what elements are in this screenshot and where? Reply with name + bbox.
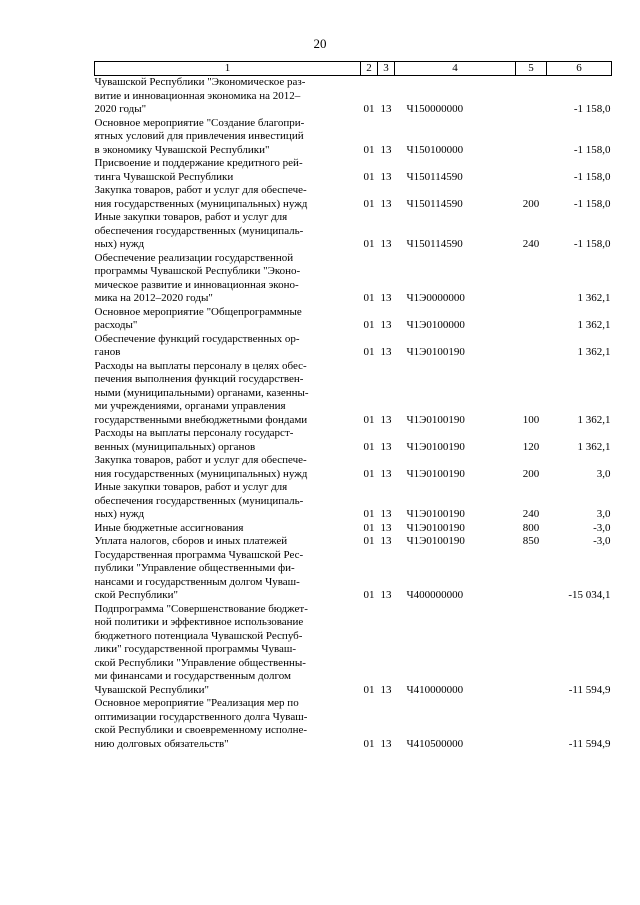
row-description [95,184,361,211]
expense-type-code [516,697,547,751]
table-row [95,697,612,751]
section-code: 01 [363,103,375,115]
description-line: ния государственных (муниципальных) нужд [94,467,308,480]
subsection-code: 13 [380,346,392,358]
description-line: ми финансами и государственным долгом [94,670,291,682]
description-line: программы Чувашской Республики "Эконо- [94,265,301,277]
amount: -1 158,0 [573,197,611,210]
table-row [95,603,612,698]
amount: -3,0 [593,535,611,547]
target-article-code: Ч1Э0100190 [406,521,465,534]
table-body [95,76,612,752]
description-line: обеспечения государственных (муниципаль- [94,224,304,237]
row-description [95,454,361,481]
target-article-code: Ч150000000 [406,103,464,115]
section-code: 01 [363,737,375,750]
table-row [95,549,612,603]
description-line: Присвоение и поддержание кредитного рей- [94,157,303,169]
expense-type-code: 200 [522,197,540,210]
amount: 1 362,1 [577,319,611,331]
row-description [95,157,361,184]
target-article-code: Ч1Э0100190 [406,346,465,358]
description-line: ятных условий для привлечения инвестиций [94,130,304,142]
description-line: Обеспечение реализации государственной [94,251,294,264]
row-description [95,603,361,698]
subsection-code: 13 [380,467,392,480]
expense-type-code: 120 [522,440,540,453]
description-line: ных) нужд [94,238,145,250]
subsection-code: 13 [380,737,392,750]
target-article-code: Ч1Э0100190 [406,413,465,426]
table-row [95,252,612,306]
row-description [95,117,361,158]
description-line: расходы" [94,319,138,331]
description-line: лики" государственной программы Чуваш- [94,643,297,655]
expense-type-code [516,603,547,698]
description-line: нию долговых обязательств" [94,737,229,750]
row-description [95,522,361,536]
description-line: Иные закупки товаров, работ и услуг для [94,211,288,223]
amount: 3,0 [596,508,611,520]
expense-type-code: 200 [522,467,540,480]
description-line: мика на 2012–2020 годы" [94,292,213,304]
description-line: ными (муниципальными) органами, казенны- [94,386,309,399]
budget-table [94,61,612,751]
description-line: мическое развитие и инновационная эконо- [94,278,299,291]
subsection-code: 13 [380,197,392,210]
amount: 1 362,1 [577,346,611,358]
description-line: Подпрограмма "Совершенствование бюджет- [94,602,308,615]
description-line: Чувашской Республики" [94,683,210,696]
section-code: 01 [363,521,375,534]
row-description [95,76,361,117]
section-code: 01 [363,292,375,304]
table-row [95,306,612,333]
description-line: Уплата налогов, сборов и иных платежей [94,535,288,547]
subsection-code: 13 [380,103,392,115]
description-line: государственными внебюджетными фондами [94,413,308,426]
table-row [95,76,612,117]
description-line: ской Республики и своевременному исполне- [94,724,308,736]
description-line: витие и инновационная экономика на 2012– [94,89,301,102]
description-line: оптимизации государственного долга Чуваш- [94,710,308,723]
row-description [95,427,361,454]
row-description [95,360,361,428]
row-description [95,306,361,333]
expense-type-code [516,306,547,333]
amount: -1 158,0 [573,103,611,115]
description-line: венных (муниципальных) органов [94,440,256,453]
expense-type-code [516,333,547,360]
section-code: 01 [363,508,375,520]
section-code: 01 [363,238,375,250]
description-line: ской Республики "Управление общественны- [94,656,306,669]
target-article-code: Ч150114590 [406,197,463,210]
section-code: 01 [363,467,375,480]
amount: -1 158,0 [573,170,611,183]
expense-type-code [516,252,547,306]
table-row [95,535,612,549]
description-line: ми учреждениями, органами управления [94,400,286,412]
expense-type-code: 240 [522,508,540,520]
subsection-code: 13 [380,535,392,547]
expense-type-code: 800 [522,521,540,534]
amount: -1 158,0 [573,238,611,250]
description-line: Закупка товаров, работ и услуг для обеспече- [94,184,307,196]
table-row [95,360,612,428]
table-row [95,454,612,481]
description-line: бюджетного потенциала Чувашской Респуб- [94,629,303,642]
description-line: тинга Чувашской Республики [94,170,234,183]
section-code: 01 [363,346,375,358]
target-article-code: Ч1Э0100000 [406,319,465,331]
subsection-code: 13 [380,521,392,534]
amount: -3,0 [593,521,611,534]
subsection-code: 13 [380,440,392,453]
amount: -1 158,0 [573,143,611,156]
target-article-code: Ч150100000 [406,143,464,156]
expense-type-code [516,76,547,117]
description-line: 2020 годы" [94,103,147,115]
amount: -11 594,9 [568,683,611,696]
subsection-code: 13 [380,413,392,426]
description-line: в экономику Чувашской Республики" [94,143,270,156]
description-line: Закупка товаров, работ и услуг для обеспече- [94,454,307,466]
description-line: публики "Управление общественными фи- [94,562,295,574]
expense-type-code [516,549,547,603]
section-code: 01 [363,197,375,210]
row-description [95,535,361,549]
expense-type-code: 100 [522,413,540,426]
description-line: Расходы на выплаты персоналу государст- [94,427,294,439]
column-header: 1 [95,62,361,76]
target-article-code: Ч1Э0100190 [406,535,465,547]
amount: -11 594,9 [568,737,611,750]
section-code: 01 [363,683,375,696]
target-article-code: Ч150114590 [406,238,463,250]
subsection-code: 13 [380,683,392,696]
amount: -15 034,1 [568,589,611,601]
expense-type-code [516,157,547,184]
section-code: 01 [363,170,375,183]
column-header: 2 [361,62,378,76]
subsection-code: 13 [380,508,392,520]
amount: 1 362,1 [577,413,611,426]
row-description [95,481,361,522]
row-description [95,252,361,306]
expense-type-code [516,117,547,158]
row-description [95,549,361,603]
section-code: 01 [363,413,375,426]
section-code: 01 [363,535,375,547]
target-article-code: Ч400000000 [406,589,464,601]
table-row [95,211,612,252]
target-article-code: Ч1Э0100190 [406,467,465,480]
description-line: ных) нужд [94,508,145,520]
description-line: Чувашской Республики "Экономическое раз- [94,76,306,88]
subsection-code: 13 [380,170,392,183]
row-description [95,333,361,360]
description-line: Основное мероприятие "Создание благопри- [94,116,305,129]
description-line: ганов [94,346,121,358]
target-article-code: Ч410500000 [406,737,464,750]
description-line: Расходы на выплаты персоналу в целях обес- [94,359,307,372]
subsection-code: 13 [380,319,392,331]
subsection-code: 13 [380,238,392,250]
target-article-code: Ч150114590 [406,170,463,183]
description-line: Основное мероприятие "Реализация мер по [94,697,299,709]
description-line: Государственная программа Чувашской Рес- [94,548,304,561]
expense-type-code: 240 [522,238,540,250]
page-number: 20 [313,36,327,51]
subsection-code: 13 [380,143,392,156]
table-row [95,522,612,536]
column-header: 5 [516,62,547,76]
description-line: печения выполнения функций государствен- [94,373,304,385]
amount: 1 362,1 [577,440,611,453]
target-article-code: Ч1Э0100190 [406,508,465,520]
description-line: Иные бюджетные ассигнования [94,521,244,534]
target-article-code: Ч410000000 [406,683,464,696]
subsection-code: 13 [380,292,392,304]
amount: 1 362,1 [577,292,611,304]
table-row [95,427,612,454]
description-line: обеспечения государственных (муниципаль- [94,494,304,507]
description-line: Иные закупки товаров, работ и услуг для [94,481,288,493]
description-line: Обеспечение функций государственных ор- [94,332,300,345]
column-header: 3 [378,62,395,76]
table-row [95,333,612,360]
section-code: 01 [363,143,375,156]
column-header: 4 [395,62,516,76]
section-code: 01 [363,319,375,331]
description-line: ния государственных (муниципальных) нужд [94,197,308,210]
table-row [95,117,612,158]
amount: 3,0 [596,467,611,480]
section-code: 01 [363,440,375,453]
description-line: ской Республики" [94,589,178,601]
table-header-row [95,62,612,76]
row-description [95,211,361,252]
section-code: 01 [363,589,375,601]
column-header: 6 [547,62,612,76]
description-line: нансами и государственным долгом Чуваш- [94,575,300,588]
target-article-code: Ч1Э0100190 [406,440,465,453]
expense-type-code: 850 [522,535,540,547]
subsection-code: 13 [380,589,392,601]
row-description [95,697,361,751]
table-row [95,184,612,211]
table-row [95,157,612,184]
description-line: Основное мероприятие "Общепрограммные [94,305,302,318]
table-row [95,481,612,522]
target-article-code: Ч1Э0000000 [406,292,465,304]
description-line: ной политики и эффективное использование [94,616,304,628]
